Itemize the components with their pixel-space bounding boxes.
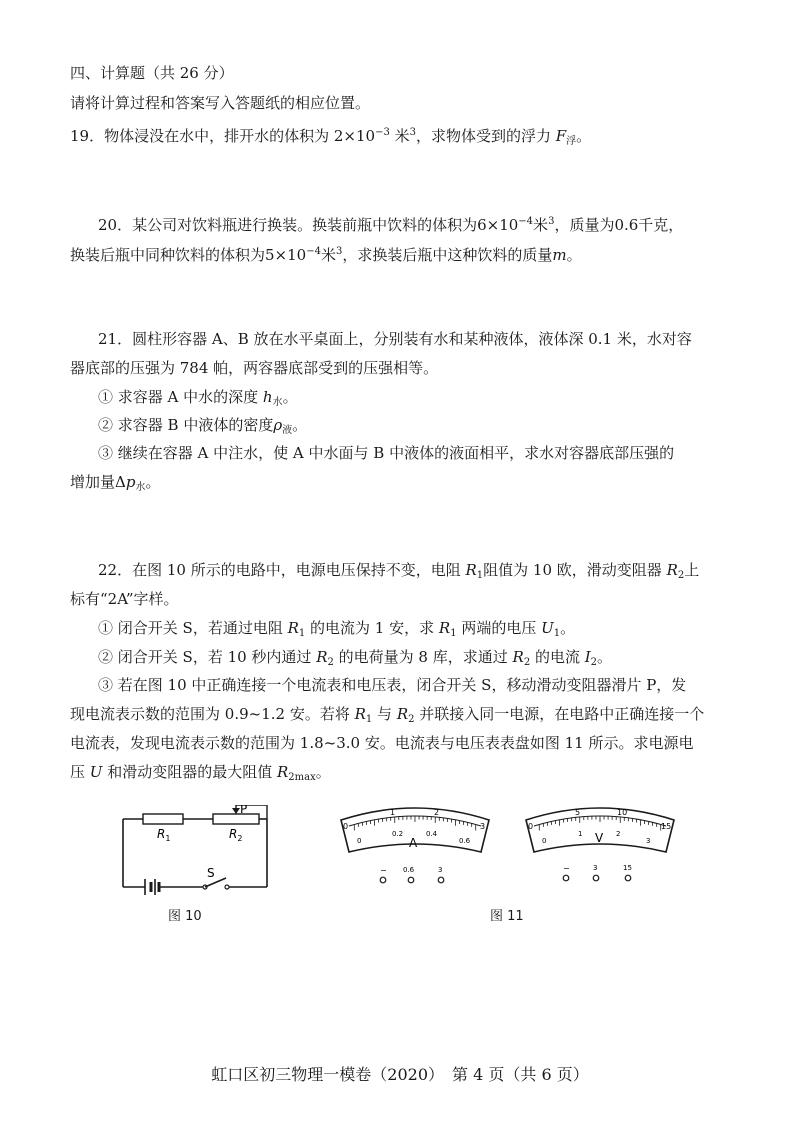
q22-r2-sub: 2	[677, 570, 685, 581]
q22-item3-l4-end: 。	[315, 763, 331, 781]
q20-line2-unit: 米	[320, 246, 336, 264]
ammeter-terminals	[380, 877, 444, 883]
q22-item2-mid: 的电荷量为 8 库，求通过	[333, 648, 513, 666]
q22-item1-end: 。	[560, 619, 576, 637]
question-20-line2	[70, 241, 582, 266]
q21-item2-end: 。	[292, 416, 308, 434]
q21-item1-var: h	[262, 388, 273, 406]
q22-item3-r1sub: 1	[365, 714, 373, 725]
q22-item3-rsub: 2max	[288, 772, 316, 783]
question-22-line2: 标有“2A”字样。	[70, 590, 179, 608]
q22-item3-text: 现电流表示数的范围为 0.9~1.2 安。若将	[70, 705, 355, 723]
question-22-item3-line4	[70, 761, 331, 789]
q21-item2-text: ② 求容器 B 中液体的密度	[98, 416, 274, 434]
voltmeter-outer-0: 0	[528, 822, 534, 831]
figure-10-caption: 图 10	[168, 909, 202, 924]
question-22-item3-line1: ③ 若在图 10 中正确连接一个电流表和电压表，闭合开关 S，移动滑动变阻器滑片 P，发	[98, 676, 687, 694]
q22-text: 22．在图 10 所示的电路中，电源电压保持不变，电阻	[98, 561, 466, 579]
q22-item1-r2sub: 1	[450, 628, 457, 639]
question-19	[70, 122, 591, 153]
question-21-item1	[98, 386, 298, 414]
voltmeter-terminal-3: 3	[593, 864, 598, 872]
voltmeter-outer-5: 5	[575, 808, 581, 817]
q20-end: 。	[566, 246, 582, 264]
q19-exponent: −3	[375, 127, 390, 138]
q22-item3-l4-mid: 和滑动变阻器的最大阻值	[102, 763, 277, 781]
voltmeter-terminal-15: 15	[623, 864, 632, 872]
q20-line2-tail: ，求换装后瓶中这种饮料的质量	[342, 246, 553, 264]
q19-text-tail: ，求物体受到的浮力	[415, 127, 556, 145]
ammeter-dial	[335, 800, 495, 885]
q22-item1-rsub: 1	[298, 628, 306, 639]
figure-11-caption: 图 11	[490, 909, 524, 924]
question-21-item3-line1: ③ 继续在容器 A 中注水，使 A 中水面与 B 中液体的液面相平，求水对容器底部压强的	[98, 444, 675, 462]
label-r1: $R_1$	[157, 827, 171, 843]
question-21-line2: 器底部的压强为 784 帕，两容器底部受到的压强相等。	[70, 359, 439, 377]
voltmeter-dial	[520, 800, 680, 885]
label-p: P	[240, 805, 248, 816]
question-22-item1	[98, 617, 575, 645]
q20-exp: −4	[518, 216, 534, 227]
q22-item3-mid: 与	[372, 705, 397, 723]
question-21-item3-line2	[70, 471, 160, 499]
q22-item1-r2: R	[438, 619, 451, 637]
q22-r1-sub: 1	[476, 570, 484, 581]
q20-line2-text: 换装后瓶中同种饮料的体积为5×10	[70, 246, 307, 264]
q22-text-tail: 上	[684, 561, 700, 579]
q22-item3-r1: R	[354, 705, 366, 723]
q22-item3-tail: 并联接入同一电源，在电路中正确连接一个	[414, 705, 705, 723]
label-s: S	[207, 866, 215, 880]
resistor-r2	[213, 814, 259, 824]
ammeter-outer-2: 2	[434, 808, 440, 817]
q21-item3-var: p	[125, 473, 136, 491]
section-instruction: 请将计算过程和答案写入答题纸的相应位置。	[70, 94, 371, 112]
q21-item1-sub: 水	[272, 397, 283, 408]
q20-unit: 米	[533, 216, 549, 234]
ammeter-inner-1: 0.2	[392, 830, 404, 838]
question-22-item2	[98, 646, 612, 674]
question-22-item3-line3: 电流表，发现电流表示数的范围为 1.8~3.0 安。电流表与电压表表盘如图 11 所示。求电源电	[70, 734, 694, 752]
q21-item2-sub: 液	[282, 425, 293, 436]
q20-line2-unit-exp: 3	[335, 246, 343, 257]
ammeter-symbol: A	[409, 836, 418, 850]
voltmeter-inner-2: 2	[616, 830, 621, 838]
q22-item3-u: U	[89, 763, 103, 781]
ammeter-inner-0: 0	[357, 837, 362, 845]
voltmeter-inner-1: 1	[578, 830, 583, 838]
q20-unit-exp: 3	[548, 216, 555, 227]
q20-text-tail: ，质量为0.6千克，	[554, 216, 684, 234]
voltmeter-terminal-neg: −	[563, 864, 570, 873]
q22-item2-tail: 的电流	[530, 648, 585, 666]
q22-item2-r2sub: 2	[523, 657, 531, 668]
q22-item1-mid: 的电流为 1 安，求	[305, 619, 439, 637]
q22-item2-text: ② 闭合开关 S，若 10 秒内通过	[98, 648, 317, 666]
q22-item2-end: 。	[597, 648, 613, 666]
q20-text: 20．某公司对饮料瓶进行换装。换装前瓶中饮料的体积为6×10	[98, 216, 519, 234]
voltmeter-inner-0: 0	[542, 837, 547, 845]
q20-variable: m	[552, 246, 567, 264]
voltmeter-outer-15: 15	[661, 822, 672, 831]
q22-item2-i: I	[584, 648, 591, 666]
resistor-r1	[143, 814, 183, 824]
q22-item2-r2: R	[512, 648, 524, 666]
ammeter-outer-3: 3	[480, 822, 486, 831]
q22-item1-tail: 两端的电压	[456, 619, 542, 637]
q21-item1-end: 。	[282, 388, 298, 406]
voltmeter-inner-3: 3	[646, 837, 651, 845]
q22-item2-isub: 2	[590, 657, 598, 668]
question-22-item3-line2	[70, 703, 704, 731]
voltmeter-terminals	[563, 875, 631, 881]
q22-r2: R	[666, 561, 678, 579]
question-21-line1: 21．圆柱形容器 A、B 放在水平桌面上，分别装有水和某种液体，液体深 0.1 米，水对容	[98, 330, 692, 348]
battery-icon	[145, 879, 159, 895]
q22-item3-r: R	[276, 763, 289, 781]
q20-line2-exp: −4	[306, 246, 321, 257]
q22-r1: R	[465, 561, 477, 579]
ammeter-outer-1: 1	[390, 808, 396, 817]
q19-unit-exponent: 3	[409, 127, 416, 138]
q19-end: 。	[576, 127, 592, 145]
q22-item1-r: R	[287, 619, 299, 637]
q22-item2-rsub: 2	[327, 657, 334, 668]
q21-item2-var: ρ	[273, 416, 283, 434]
q21-item1-text: ① 求容器 A 中水的深度	[98, 388, 263, 406]
q19-text: 19．物体浸没在水中，排开水的体积为 2×10	[70, 127, 376, 145]
q22-item2-r: R	[316, 648, 328, 666]
q22-item1-usub: 1	[553, 628, 561, 639]
q19-variable-sub: 浮	[566, 136, 577, 147]
ammeter-terminal-3: 3	[438, 866, 443, 874]
voltmeter-outer-10: 10	[617, 808, 628, 817]
ammeter-inner-3: 0.6	[459, 837, 471, 845]
ammeter-terminal-0.6: 0.6	[403, 866, 415, 874]
section-heading: 四、计算题（共 26 分）	[70, 64, 234, 82]
circuit-diagram	[115, 805, 285, 905]
question-20-line1	[98, 211, 683, 236]
ammeter-inner-2: 0.4	[426, 830, 438, 838]
q22-text-mid: 阻值为 10 欧，滑动变阻器	[483, 561, 667, 579]
q19-unit: 米	[389, 127, 410, 145]
q22-item3-r2: R	[396, 705, 409, 723]
q22-item1-text: ① 闭合开关 S，若通过电阻	[98, 619, 288, 637]
label-r2: $R_2$	[229, 827, 243, 843]
question-22-line1	[98, 559, 699, 587]
page-footer: 虹口区初三物理一模卷（2020） 第 4 页（共 6 页）	[211, 1065, 589, 1084]
question-21-item2	[98, 414, 307, 442]
q21-item3-end: 。	[145, 473, 161, 491]
q22-item1-u: U	[541, 619, 554, 637]
q22-item3-l4-text: 压	[70, 763, 90, 781]
q21-item3-sub: 水	[135, 482, 146, 493]
q19-variable: F	[555, 127, 567, 145]
ammeter-terminal-neg: −	[380, 866, 387, 875]
q21-item3-text: 增加量Δ	[70, 473, 126, 491]
ammeter-outer-0: 0	[343, 822, 349, 831]
q22-item3-r2sub: 2	[408, 714, 415, 725]
voltmeter-symbol: V	[595, 831, 604, 845]
